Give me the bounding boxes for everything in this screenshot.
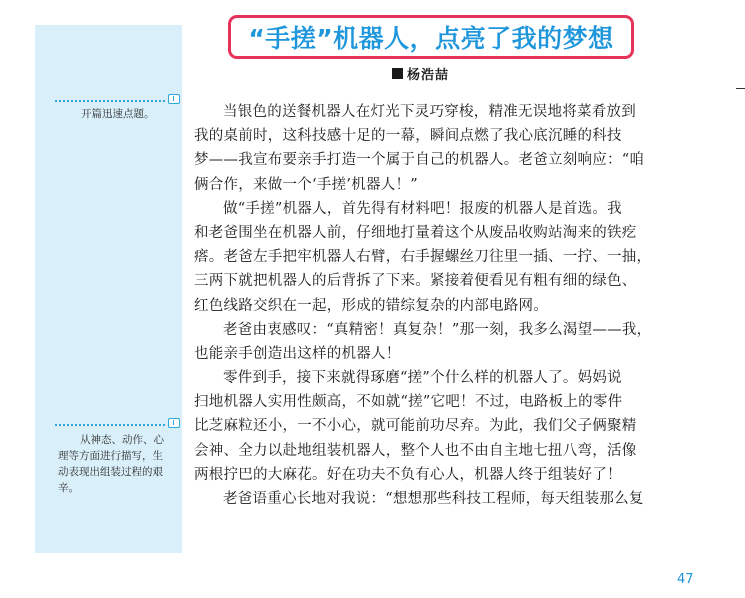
note-icon (168, 94, 180, 104)
body-line: 我的桌前时，这科技感十足的一幕，瞬间点燃了我心底沉睡的科技 (194, 128, 622, 145)
note-icon (168, 418, 180, 428)
body-line: 比芝麻粒还小，一不小心，就可能前功尽弃。为此，我们父子俩聚精 (194, 418, 637, 435)
body-line: 和老爸围坐在机器人前，仔细地打量着这个从废品收购站淘来的铁疙 (194, 224, 637, 241)
body-line: 红色线路交织在一起，形成的错综复杂的内部电路网。 (194, 297, 548, 314)
body-line: 老爸语重心长地对我说：“想想那些科技工程师，每天组装那么复 (223, 491, 644, 507)
body-line: 两根拧巴的大麻花。好在功夫不负有心人，机器人终于组装好了！ (194, 466, 622, 483)
body-line: 当银色的送餐机器人在灯光下灵巧穿梭，精准无误地将菜肴放到 (223, 104, 636, 120)
body-line: 会神、全力以赴地组装机器人，整个人也不由自主地七扭八弯，活像 (194, 442, 637, 459)
body-line: 瘩。老爸左手把牢机器人右臂，右手握螺丝刀往里一插、一拧、一抽， (194, 249, 652, 266)
body-line: 零件到手，接下来就得琢磨“搓”个什么样的机器人了。妈妈说 (223, 370, 622, 387)
body-line: 梦——我宣布要亲手打造一个属于自己的机器人。老爸立刻响应：“咱 (194, 152, 645, 169)
article-title: “手搓”机器人，点亮了我的梦想 (248, 24, 614, 53)
body-line: 扫地机器人实用性颇高，不如就“搓”它吧！不过，电路板上的零件 (194, 394, 623, 411)
margin-mark (736, 88, 745, 89)
margin-note-1: 开篇迅速点题。 (81, 108, 155, 120)
body-line: 俩合作，来做一个‘手搓’机器人！” (194, 176, 418, 193)
author-line (392, 64, 449, 82)
body-line: 老爸由衷感叹：“真精密！真复杂！”那一刻，我多么渴望——我， (223, 321, 652, 338)
author-marker (392, 68, 403, 79)
body-line: 三两下就把机器人的后背拆了下来。紧接着便看见有粗有细的绿色、 (194, 273, 637, 290)
title-box (228, 15, 634, 59)
author-name: 杨浩喆 (407, 67, 450, 83)
body-line: 也能亲手创造出这样的机器人！ (194, 345, 401, 362)
page-number: 47 (677, 572, 694, 587)
body-line: 做“手搓”机器人，首先得有材料吧！报废的机器人是首选。我 (223, 200, 622, 217)
note-divider (55, 424, 165, 426)
article-body (194, 100, 662, 511)
note-divider (55, 100, 165, 102)
margin-note-2: 从神态、动作、心理等方面进行描写，生动表现出组装过程的艰辛。 (58, 434, 164, 494)
